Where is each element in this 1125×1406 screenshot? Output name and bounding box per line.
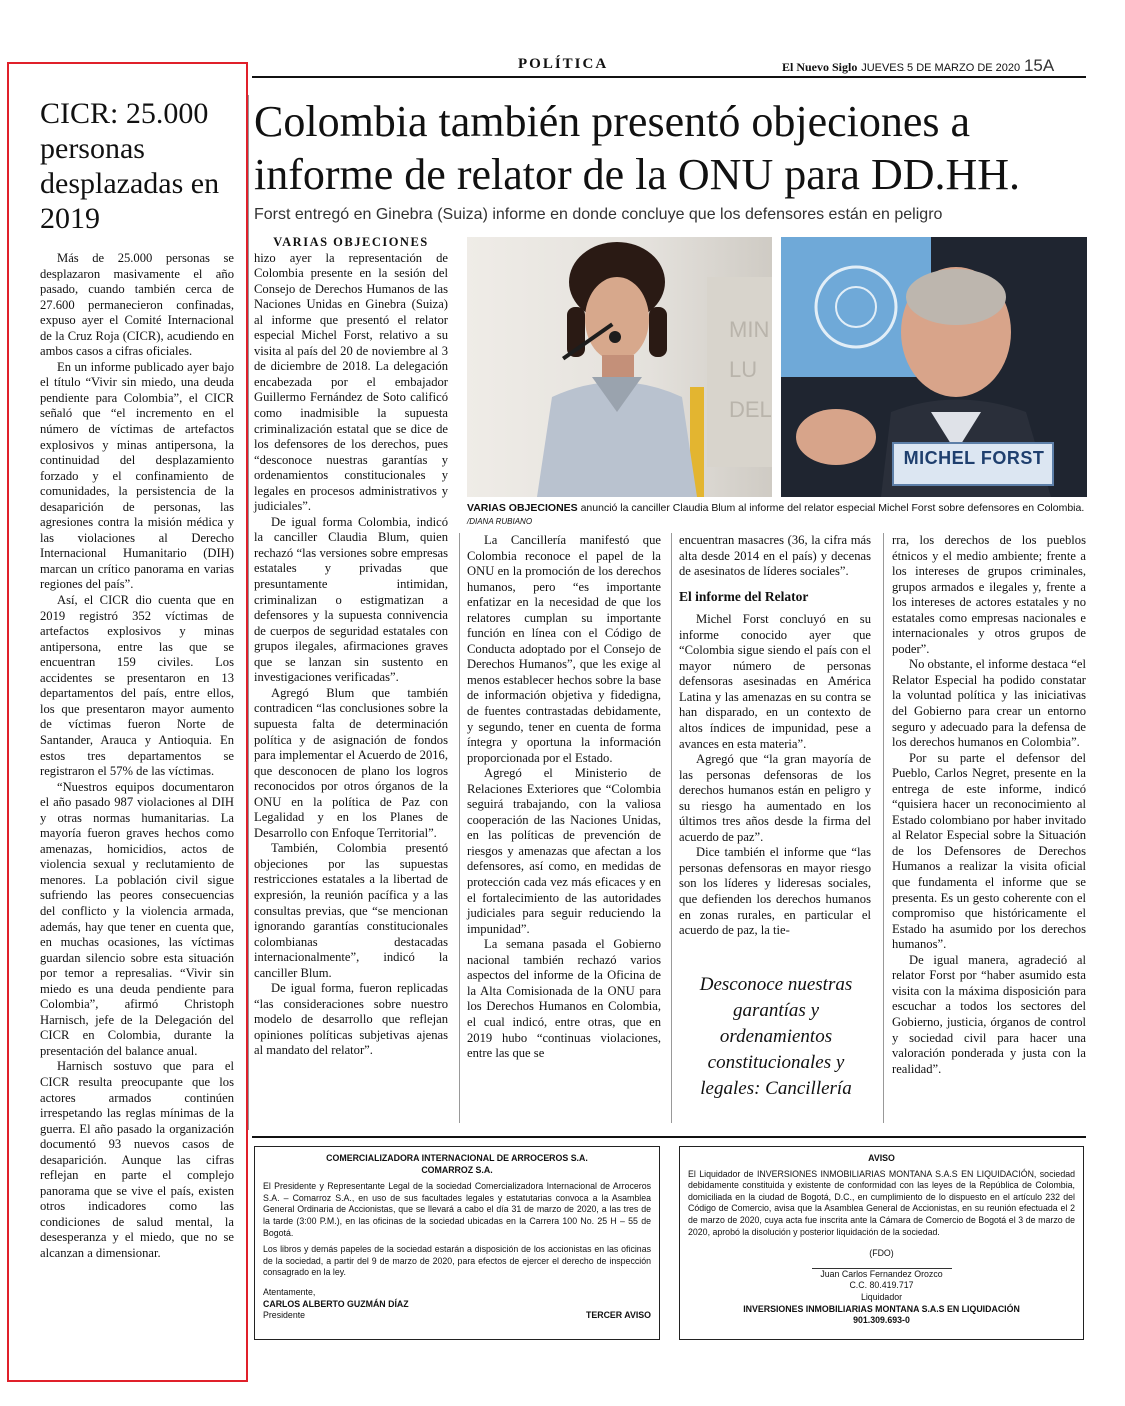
ad-signer: Juan Carlos Fernandez Orozco <box>820 1268 943 1279</box>
ad-signer: CARLOS ALBERTO GUZMÁN DÍAZ <box>263 1298 409 1309</box>
legal-notice-montana <box>679 1146 1084 1340</box>
page-number: 15A <box>1023 56 1055 75</box>
sidebar-paragraph: Más de 25.000 personas se desplazaron masivamente el año pasado, cuando también cerca de 27.600 permanecieron confinadas, expuso ayer el Comité Internacional de la Cruz Roja (CICR), acudiendo en ambos casos a cifras oficiales. <box>40 251 234 359</box>
article-paragraph: La Cancillería manifestó que Colombia reconoce el papel de la ONU en la promoción de los derechos humanos, pero “es importante enfatizar en la necesidad de que los relatores cumplan su importante función en línea con el Código de Conducta adoptado por el Consejo de Derechos Humanos”, que les exige al menos establecer hechos sobre la base de información objetiva y fidedigna, de fuentes contrastadas debidamente, y segundo, tener en cuenta de forma íntegra y oportuna la información proporcionada por el Estado. <box>467 533 661 765</box>
article-paragraph: Agregó que “la gran mayoría de las personas defensoras de los derechos humanos están en peligro y su riesgo ha aumentado en los últimos tres años desde la firma del acuerdo de paz”. <box>679 752 871 844</box>
article-column-4 <box>892 533 1086 1077</box>
ad-fdo: (FDO) <box>869 1248 894 1259</box>
article-column-1 <box>254 235 448 1059</box>
sidebar-paragraph: Harnisch sostuvo que para el CICR resulta preocupante que los actores armados continúen irrespetando las reglas mínimas de la guerra. El año pasado la organización documentó 93 nuevos casos de desaparición. Aunque las cifras reflejan en parte el complejo panorama que se vive el país, existen otros indicadores como las condiciones de salud mental, la desesperanza y el miedo, que no se alcanzan a dimensionar. <box>40 1059 234 1260</box>
ads-rule <box>252 1136 1086 1138</box>
svg-text:DEL: DEL <box>729 397 772 422</box>
ad-company-short: COMARROZ S.A. <box>421 1164 493 1175</box>
column-divider <box>671 533 672 1123</box>
svg-text:LU: LU <box>729 357 758 382</box>
ad-paragraph: El Liquidador de INVERSIONES INMOBILIARIAS MONTANA S.A.S EN LIQUIDACIÓN, sociedad debidamente constituida y existente de conformidad con las leyes de la República de Colombia, domiciliada en la ciudad de Bogotá, D.C., en cumplimiento de lo dispuesto en el artículo 232 del Código de Comercio, avisa que la Asamblea General de Accionistas, en su reunión efectuada el 2 de marzo de 2020, cuya acta fue inscrita ante la Cámara de Comercio de Bogotá el 3 de marzo de 2020, aprobó la disolución y posterior liquidación de la sociedad. <box>688 1168 1075 1237</box>
section-subtitle: El informe del Relator <box>679 588 809 604</box>
issue-date: JUEVES 5 DE MARZO DE 2020 <box>861 62 1021 74</box>
ad-closing: Atentamente, <box>263 1286 316 1297</box>
legal-notice-comarroz <box>254 1146 660 1340</box>
svg-text:MIN: MIN <box>729 317 770 342</box>
column-divider <box>248 95 249 1130</box>
ad-paragraph: El Presidente y Representante Legal de la sociedad Comercializadora Internacional de Arroceros S.A. – Comarroz S.A., en uso de sus facultades legales y estatutarias convoca a la Asamblea General Ordinaria de Accionistas, que se llevará a cabo el día 31 de marzo de 2020, a las tres de la tarde (3:00 P.M.), en las oficinas de la sociedad ubicadas en la Carrera 100 No. 25 H – 55 de Bogotá. <box>263 1181 651 1238</box>
photo-claudia-blum-image <box>467 237 772 497</box>
ad-nit: 901.309.693-0 <box>853 1315 910 1326</box>
article-paragraph: La semana pasada el Gobierno nacional también rechazó varios aspectos del informe de la Oficina de la Alta Comisionada de la ONU para los Derechos Humanos en Colombia, el cual indicó, entre otras, que en 2019 hubo “continuas violaciones, entre las que se <box>467 937 661 1061</box>
article-paragraph: De igual forma Colombia, indicó la canciller Claudia Blum, quien rechazó “las versiones sobre empresas estatales y privadas que presuntamente intimidan, criminalizan o estigmatizan a defensores y la supuesta connivencia de cuerpos de seguridad estatales con grupos ilegales, afirmaciones graves que se lanzan sin sustento en investigaciones verificadas”. <box>254 514 448 685</box>
article-paragraph: rra, los derechos de los pueblos étnicos y el medio ambiente; frente a los intereses de grupos criminales, grupos armados e ilegales y, frente a los intereses de actores estatales y no estatales como empresas nacionales e internacionales y otros grupos de poder”. <box>892 533 1086 656</box>
article-paragraph: También, Colombia presentó objeciones por las supuestas restricciones estatales a la libertad de expresión, la reunión pacífica y a las consultas previas, que “se mencionan ignorando garantías constitucionales colombianas destacadas internacionalmente”, indicó la canciller Blum. <box>254 841 448 980</box>
article-headline: Colombia también presentó objeciones a informe de relator de la ONU para DD.HH. <box>254 97 1021 199</box>
masthead <box>782 56 1054 76</box>
photo-caption <box>467 502 1087 528</box>
photo-credit: /DIANA RUBIANO <box>467 517 533 526</box>
paper-name: El Nuevo Siglo <box>782 60 858 74</box>
ad-company: INVERSIONES INMOBILIARIAS MONTANA S.A.S EN LIQUIDACIÓN <box>743 1303 1020 1314</box>
article-paragraph: Agregó Blum que también contradicen “las conclusiones sobre la supuesta falta de determinación política y de asignación de fondos para implementar el Acuerdo de 2016, que desconocen de plano los logros reconocidos por otros órganos de la ONU en la política de Paz con Legalidad y en los Planes de Desarrollo con Enfoque Territorial”. <box>254 685 448 840</box>
sidebar-title: CICR: 25.000 personas desplazadas en 2019 <box>40 97 220 235</box>
article-subhead: Forst entregó en Ginebra (Suiza) informe en donde concluye que los defensores están en peligro <box>254 206 943 223</box>
article-paragraph: De igual forma, fueron replicadas “las consideraciones sobre nuestro modelo de desarrollo que reflejan opiniones políticas subjetivas ajenas al mandato del relator”. <box>254 981 448 1058</box>
sidebar-paragraph: “Nuestros equipos documentaron el año pasado 987 violaciones al DIH y otras normas humanitarias. La mayoría fueron graves hechos como amenazas, homicidios, actos de violencia sexual y reclutamiento de menores. La población civil sigue sufriendo las peores consecuencias del conflicto y la violencia armada, además, hay que tener en cuenta que, en muchas ocasiones, las víctimas guardan silencio sobre esta situación por temor a represalias. “Vivir sin miedo es una deuda pendiente para Colombia”, afirmó Christoph Harnisch, jefe de la Delegación del CICR en Colombia, durante la presentación del balance anual. <box>40 779 234 1058</box>
nameplate: MICHEL FORST <box>903 448 1045 468</box>
article-paragraph: No obstante, el informe destaca “el Relator Especial ha podido constatar la voluntad política y las iniciativas del Gobierno para crear un entorno seguro y adecuado para la defensa de los derechos humanos en Colombia”. <box>892 657 1086 750</box>
header-rule <box>252 76 1086 78</box>
article-kicker: VARIAS OBJECIONES <box>273 235 429 249</box>
column-divider <box>883 533 884 1123</box>
ad-notice-label: TERCER AVISO <box>585 1310 651 1321</box>
pull-quote: Desconoce nuestras garantías y ordenamientos constitucionales y legales: Cancillería <box>699 974 853 1099</box>
caption-text: anunció la canciller Claudia Blum al informe del relator especial Michel Forst sobre defensores en Colombia. <box>577 502 1085 514</box>
ad-title: AVISO <box>868 1153 895 1163</box>
photo-claudia-blum <box>467 237 772 497</box>
photo-michel-forst <box>781 237 1087 497</box>
section-label: POLÍTICA <box>518 56 609 72</box>
caption-lead: VARIAS OBJECIONES <box>467 502 578 514</box>
article-paragraph: Dice también el informe que “las personas defensoras en mayor riesgo son los líderes y lideresas sociales, que defienden los derechos humanos en zonas rurales, en particular el acuerdo de paz, la tie- <box>679 845 871 938</box>
sidebar-body <box>40 251 234 1262</box>
ad-company: COMERCIALIZADORA INTERNACIONAL DE ARROCEROS S.A. <box>326 1153 588 1163</box>
sidebar-paragraph: En un informe publicado ayer bajo el título “Vivir sin miedo, una deuda pendiente para Colombia”, el CICR señaló que “el incremento en el número de víctimas de artefactos explosivos y minas antipersona, la continuidad del desplazamiento forzado y el confinamiento de comunidades, la persistencia de la desaparición de personas, las agresiones contra la misión médica y las violaciones al Derecho Internacional Humanitario (DIH) marcan un crítico panorama en varias regiones del país”. <box>40 359 234 592</box>
article-paragraph: Por su parte el defensor del Pueblo, Carlos Negret, presente en la entrega de este informe, indicó “quisiera hacer un reconocimiento al Estado colombiano por haber invitado al Relator Especial sobre la Situación de los Defensores de Derechos Humanos a realizar la visita oficial que fundamenta el informe que se presenta. Es un gesto coherente con el compromiso que históricamente el Estado ha asumido por los derechos humanos”. <box>892 750 1086 952</box>
article-column-2 <box>467 533 661 1062</box>
ad-paragraph: Los libros y demás papeles de la sociedad estarán a disposición de los accionistas en las oficinas de la sociedad, a partir del 9 de marzo de 2020, para efectos de ejercer el derecho de inspección consagrado en la ley. <box>263 1244 651 1278</box>
ad-signer-role: Presidente <box>263 1310 306 1321</box>
article-column-3 <box>679 533 871 939</box>
article-paragraph: De igual manera, agradeció al relator Forst por “haber asumido esta visita con la máxima disposición para escuchar a todos los sectores del Gobierno, justicia, órganos de control y sociedad civil para hacer una valoración ponderada y justa con la realidad”. <box>892 952 1086 1076</box>
sidebar-paragraph: Así, el CICR dio cuenta que en 2019 registró 352 víctimas de artefactos explosivos y minas antipersona, entre las que se encuentran 159 civiles. Los accidentes se presentaron en 13 departamentos del país, entre ellos, los que presentaron mayor aumento de víctimas fueron Norte de Santander, Arauca y Antioquia. En estos tres departamentos se registraron el 57% de las víctimas. <box>40 593 234 779</box>
article-paragraph: Michel Forst concluyó en su informe conocido ayer que “Colombia sigue siendo el país con el mayor número de personas defensoras asesinadas en América Latina y las amenazas en su contra se han disparado, en un contexto de altos índices de impunidad, pese a avances en esta materia”. <box>679 612 871 751</box>
article-paragraph: hizo ayer la representación de Colombia presente en la sesión del Consejo de Derechos Humanos de las Naciones Unidas en Ginebra (Suiza) al informe que presentó el relator especial Michel Forst, relativo a su visita al país del 20 de noviembre al 3 de diciembre de 2018. La delegación encabezada por el embajador Guillermo Fernández de Soto calificó como inadmisible la supuesta criminalización estatal que se dice de los defensores de los derechos, pues “desconoce nuestras garantías y ordenamientos constitucionales y legales en procesos administrativos y judiciales”. <box>254 250 448 514</box>
column-divider <box>459 533 460 1123</box>
ad-signer-id: C.C. 80.419.717 <box>849 1280 914 1291</box>
article-paragraph: Agregó el Ministerio de Relaciones Exteriores que “Colombia seguirá trabajando, con la valiosa cooperación de las Naciones Unidas, en las políticas de prevención de riesgos y amenazas que afectan a los defensores, así como, en medidas de protección cada vez más eficaces y en el fortalecimiento de las autoridades judiciales para seguir reduciendo la impunidad”. <box>467 766 661 936</box>
article-paragraph: encuentran masacres (36, la cifra más alta desde 2014 en el país) y decenas de asesinatos de líderes sociales”. <box>679 533 871 579</box>
ad-signer-role: Liquidador <box>860 1291 903 1302</box>
